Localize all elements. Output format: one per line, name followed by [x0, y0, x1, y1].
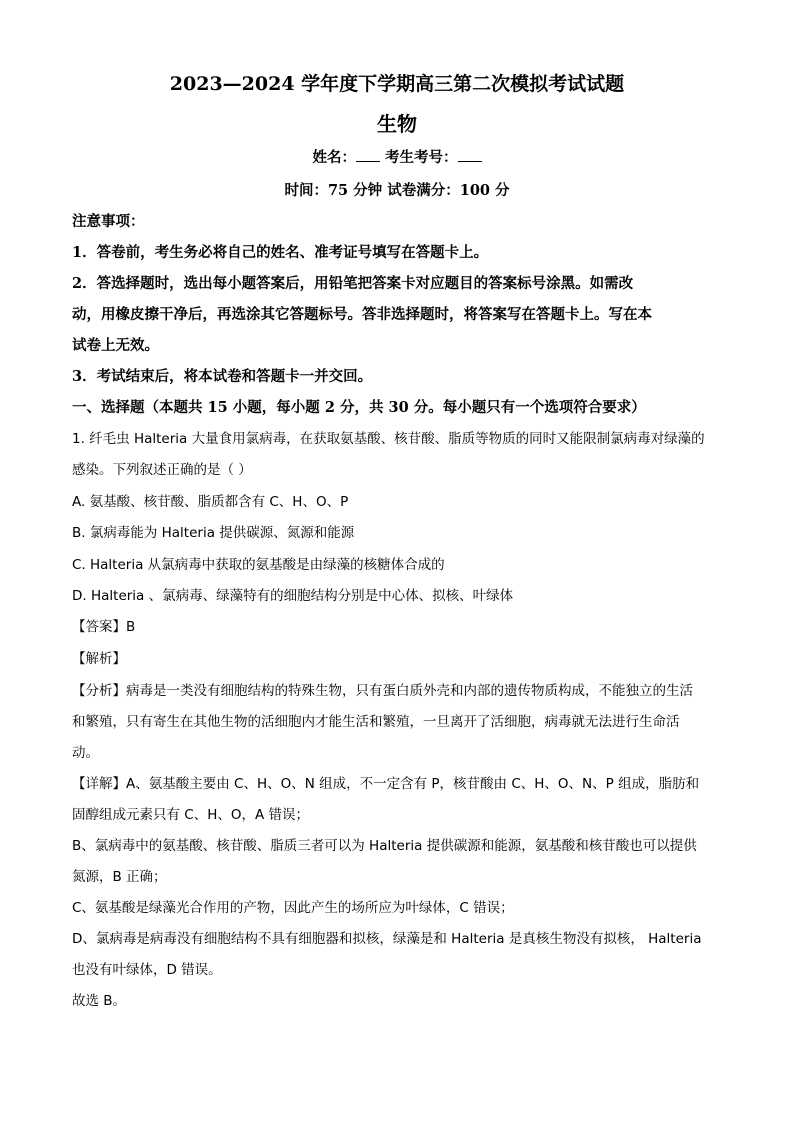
detail-line-3: B、氯病毒中的氨基酸、核苷酸、脂质三者可以为 Halteria 提供碳源和能源，氨基酸和核苷酸也可以提供 — [72, 838, 697, 854]
time-info: 时间：75 分钟 试卷满分：100 分 — [284, 182, 510, 199]
analysis-heading: 【解析】 — [72, 651, 126, 667]
question-1-option-c: C. Halteria 从氯病毒中获取的氨基酸是由绿藻的核糖体合成的 — [72, 557, 445, 573]
analysis-line-2: 和繁殖，只有寄生在其他生物的活细胞内才能生活和繁殖，一旦离开了活细胞，病毒就无法进行生命活 — [72, 714, 680, 730]
analysis-line-3: 动。 — [72, 745, 99, 761]
section-1-heading: 一、选择题（本题共 15 小题，每小题 2 分，共 30 分。每小题只有一个选项符合要求） — [72, 399, 646, 416]
notice-item-1: 1．答卷前，考生务必将自己的姓名、准考证号填写在答题卡上。 — [72, 244, 489, 261]
question-1-option-b: B. 氯病毒能为 Halteria 提供碳源、氮源和能源 — [72, 525, 355, 541]
question-1-stem-line-2: 感染。下列叙述正确的是（ ） — [72, 462, 252, 478]
notice-item-2-line-1: 2．答选择题时，选出每小题答案后，用铅笔把答案卡对应题目的答案标号涂黑。如需改 — [72, 275, 634, 292]
detail-line-1: 【详解】A、氨基酸主要由 C、H、O、N 组成，不一定含有 P，核苷酸由 C、H、O、N、P 组成，脂肪和 — [72, 776, 700, 792]
exam-no-label: 考生考号： — [385, 149, 458, 166]
name-label: 姓名： — [312, 149, 356, 166]
question-1-stem-line-1: 1. 纤毛虫 Halteria 大量食用氯病毒，在获取氨基酸、核苷酸、脂质等物质的同时又能限制氯病毒对绿藻的 — [72, 431, 705, 447]
detail-line-4: 氮源，B 正确； — [72, 869, 167, 885]
exam-title: 2023—2024 学年度下学期高三第二次模拟考试试题 — [169, 73, 625, 95]
name-exam-no-row — [0, 147, 794, 169]
notice-item-2-line-3: 试卷上无效。 — [72, 337, 159, 354]
detail-line-6: D、氯病毒是病毒没有细胞结构不具有细胞器和拟核，绿藻是和 Halteria 是真核生物没有拟核， Halteria — [72, 931, 702, 947]
exam-no-blank — [458, 147, 482, 162]
detail-line-5: C、氨基酸是绿藻光合作用的产物，因此产生的场所应为叶绿体，C 错误； — [72, 900, 514, 916]
conclusion: 故选 B。 — [72, 993, 127, 1009]
notice-item-2-line-2: 动，用橡皮擦干净后，再选涂其它答题标号。答非选择题时，将答案写在答题卡上。写在本 — [72, 306, 652, 323]
question-1-answer: 【答案】B — [72, 619, 136, 635]
detail-line-7: 也没有叶绿体，D 错误。 — [72, 962, 222, 978]
notice-item-3: 3．考试结束后，将本试卷和答题卡一并交回。 — [72, 368, 373, 385]
name-blank — [356, 147, 380, 162]
notice-heading: 注意事项： — [72, 213, 145, 230]
subject-title: 生物 — [377, 113, 417, 135]
question-1-option-d: D. Halteria 、氯病毒、绿藻特有的细胞结构分别是中心体、拟核、叶绿体 — [72, 588, 514, 604]
analysis-line-1: 【分析】病毒是一类没有细胞结构的特殊生物，只有蛋白质外壳和内部的遗传物质构成，不能独立的生活 — [72, 683, 693, 699]
question-1-option-a: A. 氨基酸、核苷酸、脂质都含有 C、H、O、P — [72, 494, 349, 510]
detail-line-2: 固醇组成元素只有 C、H、O，A 错误； — [72, 807, 310, 823]
